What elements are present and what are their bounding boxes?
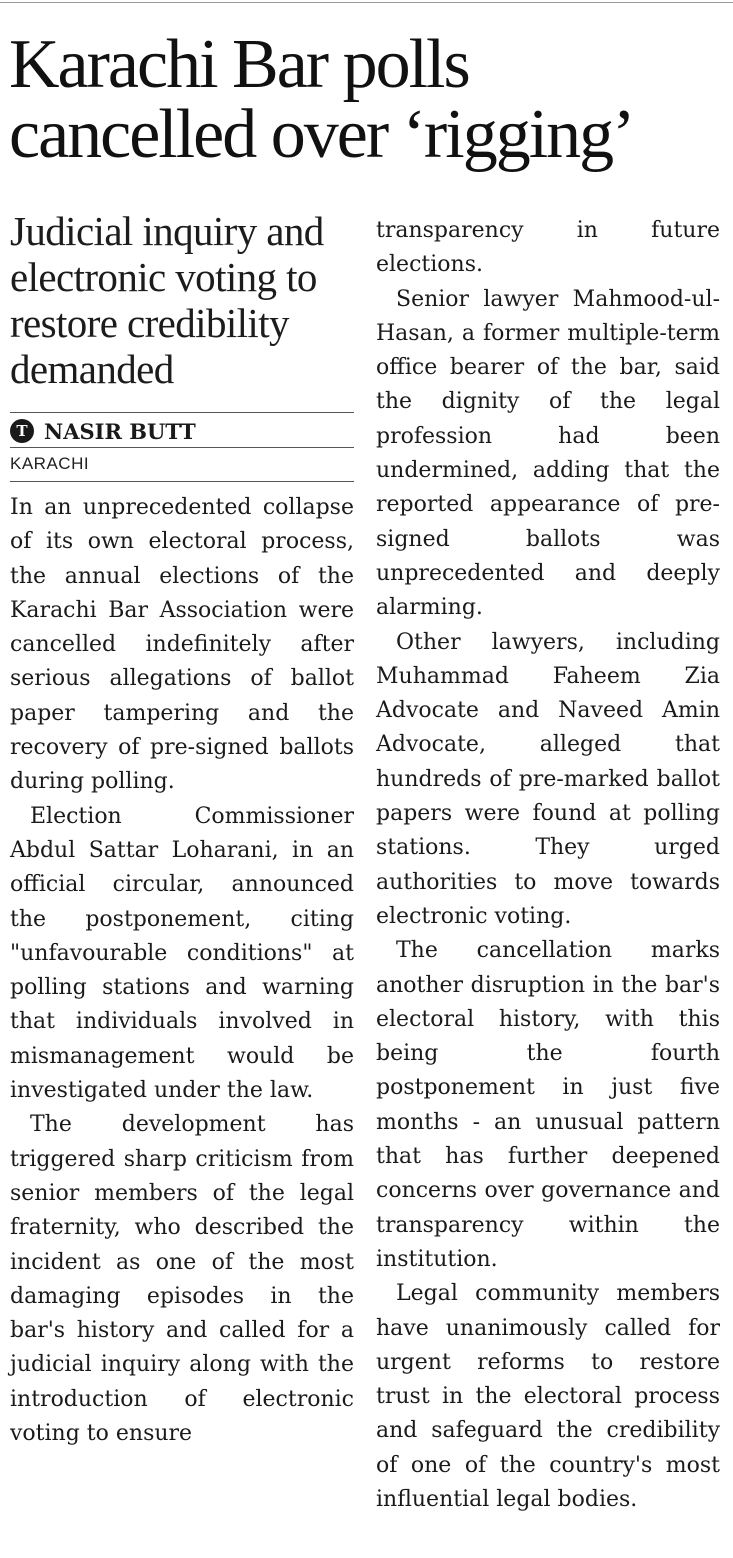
body-column-left [10, 491, 354, 1451]
author-name: NASIR BUTT [44, 418, 196, 444]
paragraph: transparency in future elections. [376, 218, 720, 278]
top-rule [0, 2, 733, 3]
byline-bottom-rule [10, 447, 354, 448]
paragraph: Other lawyers, including Muhammad Faheem Zia Advocate and Naveed Amin Advocate, alleged that hundreds of pre-marked ballot papers were found at polling stations. They urged authorities to move towards electronic voting. [376, 629, 720, 929]
byline-top-rule [10, 412, 354, 413]
newspaper-logo-icon: T [10, 419, 34, 443]
paragraph: Senior lawyer Mahmood-ul-Hasan, a former multiple-term office bearer of the bar, said the dignity of the legal profession had been undermined, adding that the reported appearance of pre-signed ballots was unprecedented and deeply alarming. [376, 286, 720, 621]
paragraph: In an unprecedented collapse of its own electoral process, the annual elections of the Karachi Bar Association were cancelled indefinitely after serious allegations of ballot paper tampering and the recovery of pre-signed ballots during polling. [10, 495, 354, 795]
headline: Karachi Bar polls cancelled over ‘rigging’ [9, 26, 634, 173]
byline [10, 416, 354, 446]
deck-subheadline: Judicial inquiry and electronic voting to restore credibility demanded [10, 208, 324, 392]
dateline-rule [10, 481, 354, 482]
dateline: KARACHI [10, 454, 90, 473]
paragraph: The cancellation marks another disruption in the bar's electoral history, with this being the fourth postponement in just five months - an unusual pattern that has further deepened concerns over governance and transparency within the institution. [376, 938, 720, 1272]
body-column-right [376, 214, 720, 1517]
paragraph: Election Commissioner Abdul Sattar Loharani, in an official circular, announced the postponement, citing "unfavourable conditions" at polling stations and warning that individuals involved in mismanagement would be investigated under the law. [10, 803, 354, 1104]
paragraph: Legal community members have unanimously called for urgent reforms to restore trust in the electoral process and safeguard the credibility of one of the country's most influential legal bodies. [376, 1281, 720, 1512]
paragraph: The development has triggered sharp criticism from senior members of the legal fraternity, who described the incident as one of the most damaging episodes in the bar's history and called for a judicial inquiry along with the introduction of electronic voting to ensure [10, 1112, 354, 1447]
